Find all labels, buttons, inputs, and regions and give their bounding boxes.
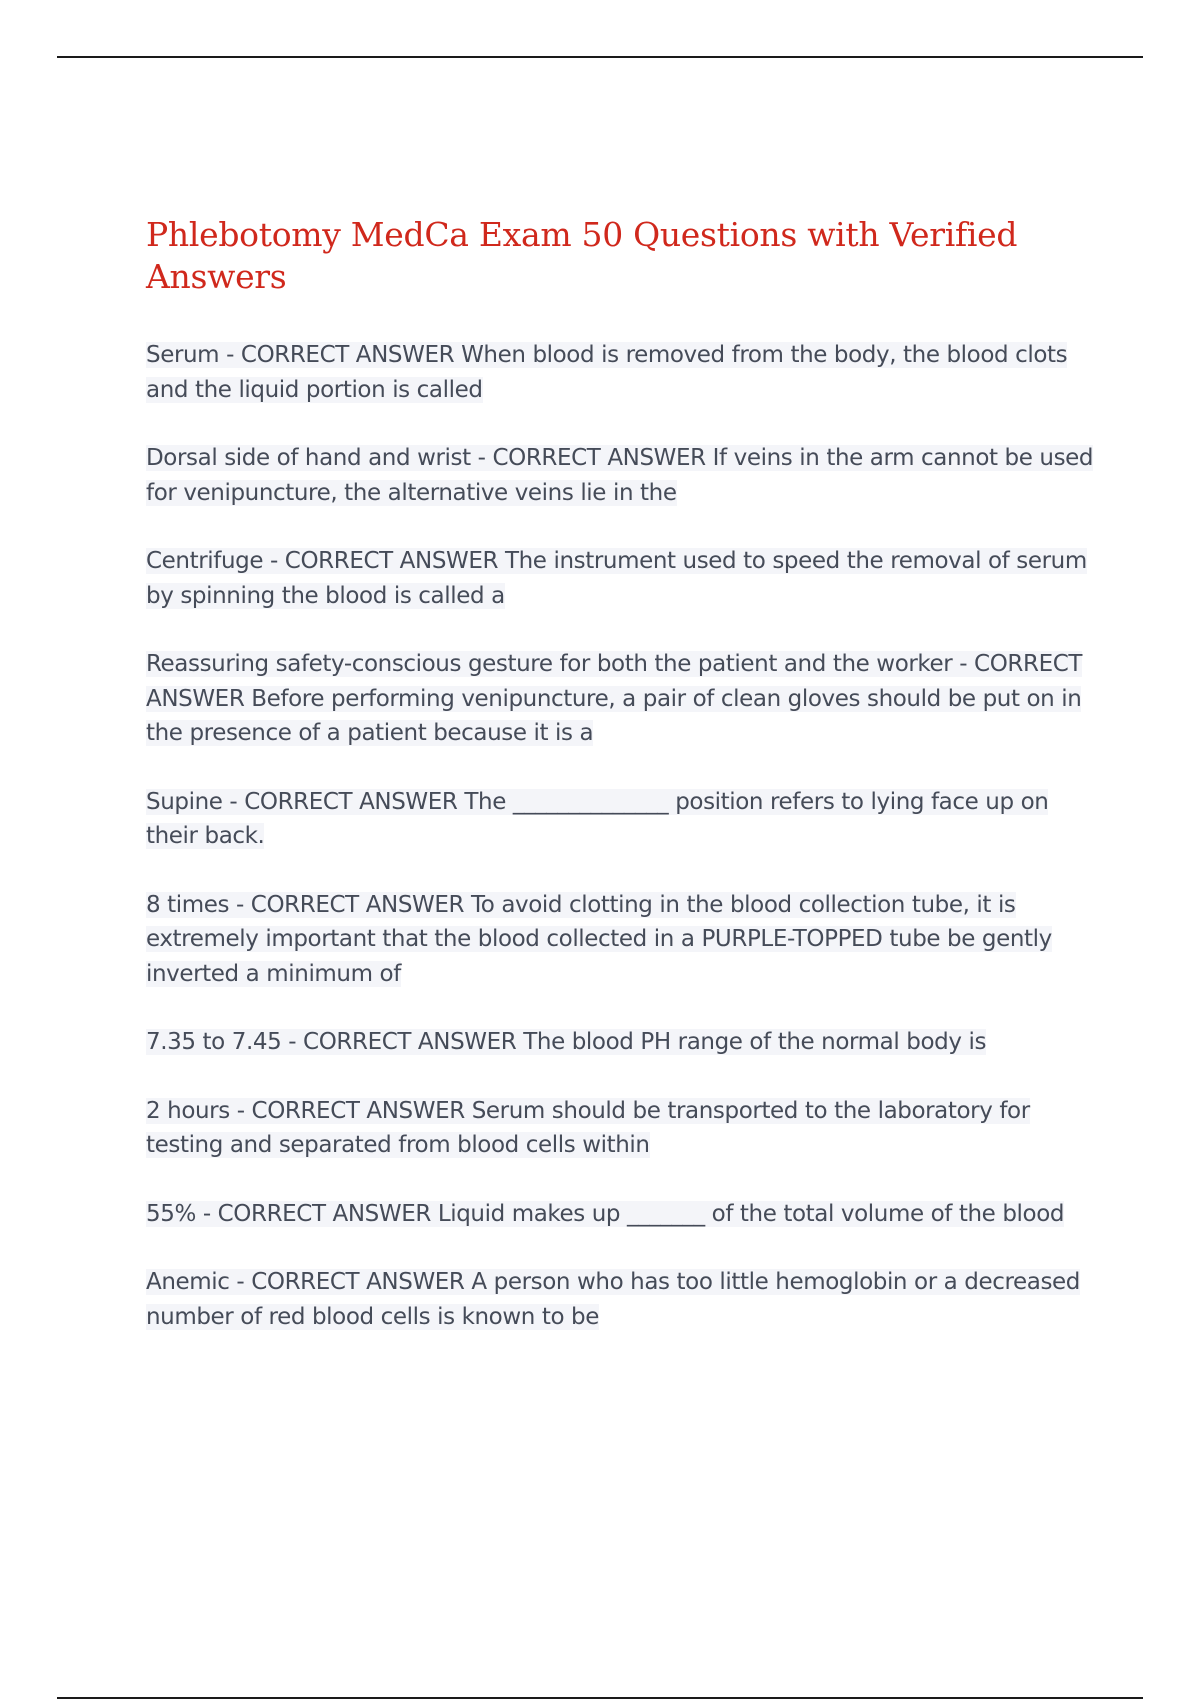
qa-item: Anemic - CORRECT ANSWER A person who has too little hemoglobin or a decreased number of red blood cells is known to be	[146, 1269, 1080, 1330]
document-body	[146, 214, 1096, 1368]
qa-item: Serum - CORRECT ANSWER When blood is removed from the body, the blood clots and the liquid portion is called	[146, 342, 1068, 403]
qa-item: 8 times - CORRECT ANSWER To avoid clotting in the blood collection tube, it is extremely important that the blood collected in a PURPLE-TOPPED tube be gently inverted a minimum of	[146, 891, 1052, 987]
qa-item: 55% - CORRECT ANSWER Liquid makes up _______ of the total volume of the blood	[146, 1200, 1065, 1227]
qa-item: Reassuring safety-conscious gesture for both the patient and the worker - CORRECT ANSWER Before performing venipuncture, a pair of clean gloves should be put on in the presence of a patient because it is a	[146, 651, 1083, 746]
qa-item: 2 hours - CORRECT ANSWER Serum should be transported to the laboratory for testing and separated from blood cells within	[146, 1097, 1030, 1158]
qa-item: 7.35 to 7.45 - CORRECT ANSWER The blood PH range of the normal body is	[146, 1029, 987, 1055]
qa-item: Centrifuge - CORRECT ANSWER The instrument used to speed the removal of serum by spinning the blood is called a	[146, 548, 1087, 609]
document-title: Phlebotomy MedCa Exam 50 Questions with Verified Answers	[146, 215, 1018, 296]
qa-item: Dorsal side of hand and wrist - CORRECT ANSWER If veins in the arm cannot be used for venipuncture, the alternative veins lie in the	[146, 445, 1094, 506]
top-rule	[57, 56, 1143, 58]
qa-item: Supine - CORRECT ANSWER The ______________ position refers to lying face up on their back.	[146, 788, 1049, 849]
bottom-rule	[57, 1697, 1143, 1699]
